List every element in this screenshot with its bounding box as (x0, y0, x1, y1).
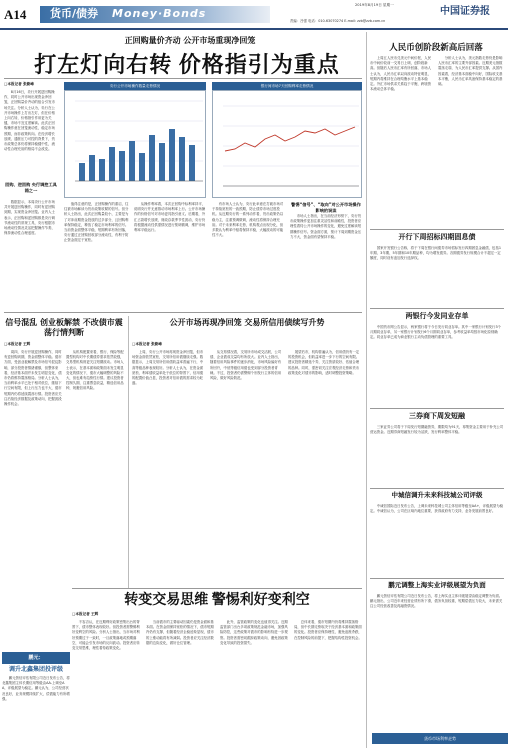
chart1-bar (119, 151, 125, 181)
section-bond-col2: 从机构配置来看，银行、保险等配置型机构对中长期债券需求依然较强，交易型机构则更关注短期波动。市场人士表示，在基本面和政策面未发生明显变化的情况下，债市大幅调整的风险不大，但也难有趋势性行情。建议投资者控制久期，注重票息收益，精选信用品种，规避信用风险。 (66, 350, 124, 391)
right-rule-2 (370, 308, 504, 309)
chart2-title: 银行间市场7天回购利率走势情况 (212, 82, 362, 90)
lead-byline: □本报记者 张勤峰 (4, 82, 34, 86)
bottom-col2: 当前债市的主要驱动因素仍是资金面和基本面。在资金面保持宽松的情况下，债市短期内仍有支撑，但随着经济企稳迹象显现，债市的上涨动能将有所减弱。投资者应关注经济数据的边际变化，做好仓位管理。 (146, 620, 214, 645)
right-rule-4 (370, 488, 504, 489)
chart1-title: 央行公开市场操作数量走势情况 (64, 82, 206, 90)
bottom-col1: 不容否认，在近期利好政策密集出台的背景下，债市整体表现较好。但投资者需警惕利好变利空的风险。分析人士指出，当市场对利好预期过于一致时，一旦政策落地或预期落空，可能会引发市场的反向波动。投资者应转变交易思维，理性看待政策变化。 (72, 620, 140, 651)
right-rule-5 (370, 578, 504, 579)
chart1-bar (89, 155, 95, 181)
lead-body-col5: 市场人士指出，在当前经济形势下，央行货币政策操作更加注重灵活性和前瞻性，投资者应理性看待公开市场操作的变化，避免过度解读短期操作信号。资金面方面，预计下周到期资金压力不大，资金面有望保持平稳。 (290, 214, 362, 239)
bottom-rule (72, 588, 362, 589)
chart1-bar (79, 163, 85, 181)
lead-rule (4, 78, 362, 79)
right-title-2: 开行下周招标四期固息债 (398, 233, 476, 241)
section-title: 货币/债券 (50, 7, 99, 20)
masthead-logo: 中国证券报 (440, 6, 490, 17)
header-rule (0, 28, 508, 30)
right-body-5: 中诚信国际近日发布公告，上调未来科技城公司主体信用等级至AA+，评级展望为稳定。中诚信认为，公司在区域内地位重要，获得政府有力支持，业务发展前景良好。 (370, 504, 504, 514)
footer-chart-title: 货币市场利率走势 (424, 736, 456, 741)
chart2-series-line (225, 127, 355, 151)
section-credit-byline: □本报记者 张勤峰 (132, 342, 162, 346)
box-tag-label: 鹏元： (28, 655, 44, 661)
right-title-3: 两银行今发同业存单 (405, 312, 469, 320)
bottom-headline: 转变交易思维 警惕利好变利空 (124, 593, 310, 608)
right-body-4: 三家证券公司将于下周发行短期融资券，期限均为91天，募集资金主要用于补充公司营运资金。近期券商短融发行较为活跃，发行利率整体平稳。 (370, 425, 504, 435)
right-body-2: 国家开发银行公告称，将于下周在银行间债券市场招标发行四期固息金融债，包括1年期、3年期、5年期和10年期品种，均为增发债券。各期债券发行规模合计不超过一定额度，同时设有追加发行选择权。 (370, 246, 501, 261)
right-title-1: 人民币创阶段新高后回落 (389, 42, 483, 52)
section-bond-col1: 周四，央行开展逆回购操作，同时有逆回购到期，资金面整体平稳。债市方面，受创业板解禁及市场信号混乱影响，部分投资者情绪谨慎，但整体来看，经济基本面并未发生明显变化，债市仍将维持震荡格局。分析人士认为，当前利率水平已处于相对低位，继续下行空间有限，但上行压力也不大，债市短期内仍将延续震荡行情。投资者应关注后续经济数据及政策动向，把握波段操作机会。 (4, 350, 62, 407)
section-title-en: Money·Bonds (112, 7, 207, 20)
divider (128, 316, 129, 588)
chart1-bar (149, 135, 155, 181)
lead-body-col1: 8月16日，央行开展逆回购操作，同时公开市场出现资金净回笼，正回购量价齐动的组合引发市场关注。分析人士认为，央行在公开市场操作上打出左灯，但在价格上向右转，价格指引作用更为关键，市场不宜过度解读。此次正回购操作意在回笼流动性，稳定市场预期，而非政策转向。在经济增长放缓、通胀压力可控的背景下，货币政策总体仍将保持稳健中性，流动性合理充裕的格局不会改变。 (4, 90, 55, 152)
lead-body-col3: 从操作利率看，本次正回购中标利率持平，说明央行并无意推动市场利率上行。公开市场操作的价格信号对市场更具指引意义。后期看，外汇占款增长放缓，财政存款季节性波动，央行仍将根据流动性供需情况进行预调微调，维护市场利率平稳运行。 (134, 202, 206, 233)
right-rule-3 (370, 408, 504, 409)
box-tag (2, 652, 70, 664)
lead-subhead-2: 警惕“信号”、“取向”对公开市场操作影响的误读 (291, 202, 361, 213)
right-title-5: 中城信调升未来科技城公司评级 (391, 492, 483, 499)
lead-headline: 打左灯向右转 价格指引为重点 (34, 52, 340, 77)
right-body-1b: 分析人士认为，美元指数走势仍是影响人民币汇率的主要外部因素。近期美元指数震荡走弱，为人民币汇率提供支撑。从国内因素看，经济基本面稳中向好，国际收支基本平衡，人民币汇率具备保持基本稳定的基础。 (438, 56, 503, 87)
chart1-bar (159, 143, 165, 181)
lead-body-col4: 有市场人士认为，央行此举意在打破市场对于持续宽松的一致预期，防止债券市场过度投机。从近期央行的一系列动作看，货币政策仍以稳为主，注重预调微调，流动性将保持合理充裕。对于未来利率走势，机构观点出现分化，但多数认为利率中枢将保持平稳，大幅波动的可能性不大。 (212, 202, 284, 238)
section-credit-col1: 上周，央行公开市场再现资金净回笼，但市场资金面依然宽松，交易所信用债继续走强。数据显示，上周交易所信用债收益率普遍下行，中高等级品种表现较好。分析人士认为，在资金面宽松、利率债收益率处于低位的背景下，信用债的配置价值凸显，投资者对信用债的需求较为旺盛。 (132, 350, 204, 386)
bottom-byline: □本报记者 王辉 (72, 612, 99, 616)
section-bond-title: 信号混乱 创业板解禁 不改债市震荡行情判断 (5, 318, 123, 337)
chart1-bar (99, 159, 105, 181)
chart1 (64, 90, 206, 198)
lead-body-col2: 值得注意的是，正回购操作的重启，往往被市场解读为货币政策收紧的信号。但分析人士指出，此次正回购量较小，主要是为了对冲前期资金投放的过多部分，且回购利率保持稳定，释放了稳定市场利率的信号。当前资金面整体平稳，短期利率有所回落，央行通过正回购回收部分流动性，有利于防止资金面过于宽松。 (64, 202, 129, 243)
lead-kicker: 正回购量价齐动 公开市场重现净回笼 (124, 36, 256, 45)
section-credit-col3: 展望后市，机构普遍认为，信用债仍有一定的投资机会，但收益率进一步下行的空间有限。建议投资者精选个券，关注资质较好、估值合理的品种。同时，需密切关注宏观经济走势和货币政策变化对债市的影响，适时调整投资策略。 (288, 350, 360, 375)
section-credit-col2: 从交易情况看，交易所市场成交活跃，公司债、企业债成交量均有所放大。业内人士指出，随着信用风险事件的逐步消化，市场风险偏好有所回升，中低等级信用债也受到部分投资者青睐。不过，投资者仍需警惕个别发行主体的信用风险，做好风险防范。 (210, 350, 282, 381)
chart1-bar (109, 147, 115, 181)
bottom-col4: 总体来看，债市短期内仍将维持震荡格局，但中长期走势取决于经济基本面和政策面的变化。投资者应保持理性，避免追涨杀跌，在控制风险的前提下，把握结构性投资机会。 (294, 620, 362, 640)
chart1-bar (139, 153, 145, 181)
lead-bottom-rule (4, 312, 362, 313)
right-title-4: 三券商下周发短融 (409, 412, 465, 420)
chart2 (212, 90, 362, 198)
page-number: A14 (4, 7, 27, 22)
right-body-6: 鹏元资信评估有限公司近日发布公告，将上海实业主体评级展望由稳定调整为负面。鹏元指出，公司近年来经营业绩有所下滑，债务负担较重，短期偿债压力较大，未来需关注公司经营改善及再融资情况。 (370, 594, 503, 609)
editor-info: 责编：吕强 电话：010-63070274 E-mail: zzb@zzb.com.cn (290, 19, 386, 23)
right-body-1a: 上周五人民币兑美元中间价报，人民币中间价较前一交易日上调，创阶段新高。但随后人民币汇率有所回落，市场人士认为，人民币汇率双向波动特征明显，短期内将维持在合理均衡水平上基本稳定。外汇市场供求关系趋于平衡，跨境资本流动总体平稳。 (370, 56, 432, 92)
page-header (0, 0, 508, 32)
lead-body-col1b: 数据显示，本周央行公开市场共开展逆回购操作，同时有逆回购到期，实现资金净回笼。业内人士表示，正回购和逆回购都是央行调节流动性的常规工具，央行根据市场流动性情况灵活把握操作节奏，保持流动性合理适度。 (4, 200, 55, 236)
right-body-3: 中国货币网公告显示，两家银行将于今日发行同业存单。其中一家银行计划发行3个月期同业存单，另一家银行计划发行6个月期同业存单，参考收益率均按市场化原则确定。同业存单已成为商业银行主动负债管理的重要工具。 (370, 325, 501, 340)
section-bond-byline: □本报记者 王辉 (4, 342, 31, 346)
bottom-col3: 此外，监管政策的变化也值得关注。近期监管部门出台多项政策规范金融市场，加强风险防控，这些政策对债市的影响有待进一步观察。投资者需密切跟踪政策动向，避免因政策变化导致的投资损失。 (220, 620, 288, 645)
lead-subhead-1: 回购、逆回购 央行调控工具箱之一 (5, 182, 57, 193)
chart1-bar (189, 145, 195, 181)
right-divider (366, 32, 367, 748)
right-rule-1 (370, 229, 504, 230)
chart1-bar (169, 129, 175, 181)
chart1-svg (65, 91, 207, 199)
right-title-6: 鹏元调整上海实业评级展望为负面 (388, 582, 486, 589)
section-credit-title: 公开市场再现净回笼 交易所信用债续写升势 (169, 318, 325, 327)
box-body: 鹏元资信评估有限公司近日发布公告，将北鑫集团主体长期信用等级由AA-上调至AA，评级展望为稳定。鹏元认为，公司经营状况良好，业务规模持续扩大，偿债能力有所增强。 (2, 676, 70, 701)
chart1-bar (179, 137, 185, 181)
box-title: 调升北鑫集团投评级 (8, 666, 63, 673)
chart2-svg (213, 91, 363, 199)
issue-date: 2019年8月19日 星期一 (355, 3, 394, 7)
chart1-bar (129, 141, 135, 181)
footer-chart-bar (372, 733, 508, 744)
